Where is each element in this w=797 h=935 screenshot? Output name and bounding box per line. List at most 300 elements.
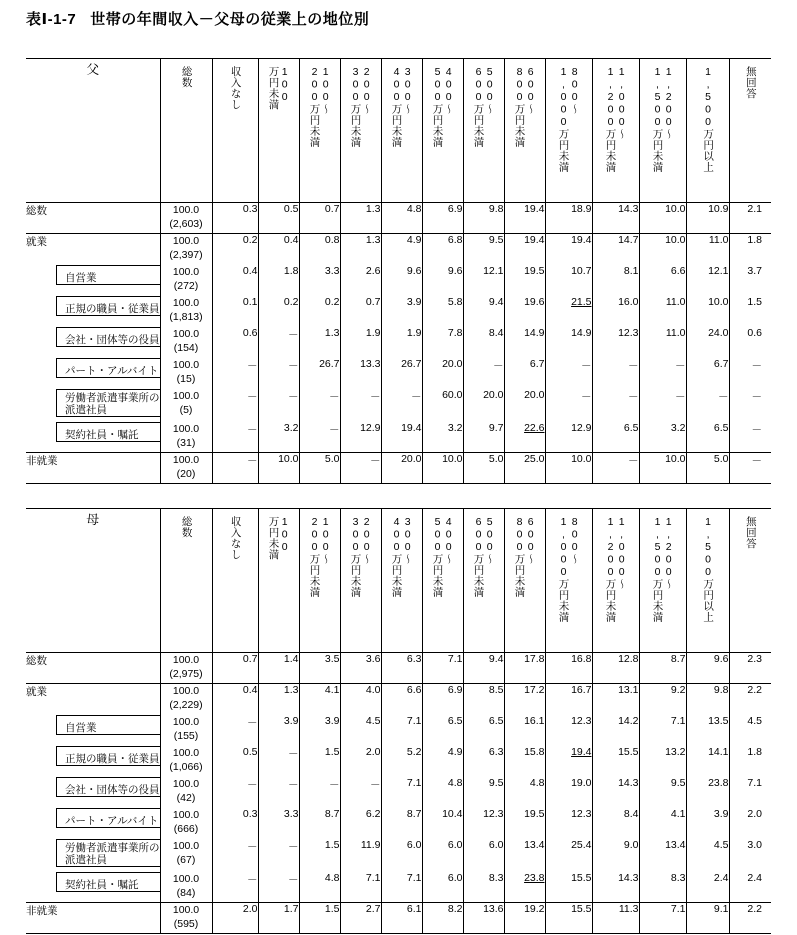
table-row	[26, 777, 771, 808]
column-header-line-primary: 100	[278, 66, 291, 104]
column-header-line-secondary: 1,000万円未満	[557, 516, 570, 623]
cell-value: 3.6	[340, 653, 381, 684]
cell-value: 7.1	[340, 872, 381, 903]
column-header-line-primary: 200～	[360, 516, 373, 565]
column-header-800_1000	[545, 59, 592, 203]
cell-value: 16.0	[592, 296, 639, 327]
cell-value: 7.1	[381, 777, 422, 808]
cell-value: 2.2	[747, 684, 762, 696]
cell-value: －	[592, 358, 639, 389]
column-header-500_600	[463, 59, 504, 203]
cell-value: 1.3	[340, 203, 381, 234]
cell-value: 4.9	[422, 746, 463, 777]
cell-value: 5.2	[381, 746, 422, 777]
column-header-200_300	[340, 509, 381, 653]
table-block-father	[26, 58, 771, 484]
cell-value: 20.0	[504, 389, 545, 422]
table-row	[26, 746, 771, 777]
cell-value: 8.1	[592, 265, 639, 296]
cell-value: 9.4	[463, 296, 504, 327]
cell-value: 1.9	[340, 327, 381, 358]
cell-value: 3.2	[422, 422, 463, 453]
cell-value: 9.8	[463, 203, 504, 234]
cell-value: 15.8	[504, 746, 545, 777]
column-header-line-secondary: 500万円未満	[431, 66, 444, 148]
total-percent: 100.0	[172, 235, 200, 247]
cell-value: －	[545, 389, 592, 422]
cell-total	[160, 234, 212, 265]
cell-value: 20.0	[381, 453, 422, 484]
row-label: 自営業	[56, 265, 160, 285]
cell-value: 14.3	[592, 872, 639, 903]
cell-value: 11.0	[639, 296, 686, 327]
column-header-400_500	[422, 509, 463, 653]
column-header-line-secondary: 1,500万円未満	[651, 516, 664, 623]
column-header-line-primary: 500～	[483, 66, 496, 115]
cell-value: 6.3	[463, 746, 504, 777]
cell-total	[160, 265, 212, 296]
cell-value: －	[212, 358, 258, 389]
cell-value: 3.9	[258, 715, 299, 746]
cell-value: 14.9	[545, 327, 592, 358]
total-count: (155)	[173, 729, 199, 742]
total-count: (2,603)	[169, 218, 203, 231]
total-percent: 100.0	[172, 296, 200, 309]
total-percent: 100.0	[172, 808, 200, 821]
cell-value: 4.5	[340, 715, 381, 746]
cell-value: 14.9	[504, 327, 545, 358]
table-row	[26, 265, 771, 296]
row-label: 契約社員・嘱託	[56, 422, 160, 442]
column-header-1000_1200	[592, 59, 639, 203]
total-percent: 100.0	[172, 389, 200, 402]
column-header-line-secondary: 1,000万円未満	[557, 66, 570, 173]
cell-value: 8.3	[463, 872, 504, 903]
cell-value: －	[381, 389, 422, 422]
cell-value: 2.1	[729, 203, 771, 234]
cell-value: 20.0	[463, 389, 504, 422]
total-count: (15)	[176, 372, 196, 385]
cell-value: 13.6	[463, 903, 504, 934]
cell-value: 6.7	[686, 358, 729, 389]
cell-value: 19.2	[504, 903, 545, 934]
column-header-line-primary: 300～	[401, 516, 414, 565]
cell-value: －	[751, 390, 762, 403]
cell-value: 2.0	[340, 746, 381, 777]
column-header-total	[160, 509, 212, 653]
row-label: 正規の職員・従業員	[56, 296, 160, 316]
column-header-400_500	[422, 59, 463, 203]
cell-value: 16.8	[545, 653, 592, 684]
cell-value: －	[258, 777, 299, 808]
cell-value: 0.6	[747, 326, 762, 339]
stat-table-father	[26, 58, 771, 484]
cell-value: 10.9	[686, 203, 729, 234]
cell-value: 6.6	[381, 684, 422, 715]
column-header-line-secondary: 500万円未満	[431, 516, 444, 598]
column-header-line-primary: 1,000～	[615, 66, 628, 140]
table-row	[26, 327, 771, 358]
cell-value: 4.1	[639, 808, 686, 839]
cell-value: 2.6	[340, 265, 381, 296]
cell-value: －	[299, 389, 340, 422]
column-header-u100	[258, 59, 299, 203]
table-block-mother	[26, 508, 771, 934]
total-count: (154)	[173, 341, 199, 354]
cell-value: 11.9	[340, 839, 381, 872]
table-row	[26, 422, 771, 453]
cell-value: 3.0	[747, 838, 762, 851]
cell-value: 9.6	[422, 265, 463, 296]
cell-value: 7.1	[747, 776, 762, 789]
column-header-line-primary: 総数	[180, 66, 193, 88]
cell-value: 13.3	[340, 358, 381, 389]
cell-value: 3.3	[258, 808, 299, 839]
cell-value: －	[212, 777, 258, 808]
column-header-line-primary: 400～	[442, 66, 455, 115]
cell-value: －	[340, 777, 381, 808]
cell-value: －	[212, 389, 258, 422]
column-header-line-primary: 600～	[524, 66, 537, 115]
row-label: 会社・団体等の役員	[56, 777, 160, 797]
cell-value: 9.0	[592, 839, 639, 872]
cell-value: 9.1	[686, 903, 729, 934]
cell-value: 14.7	[592, 234, 639, 265]
cell-value: 3.9	[381, 296, 422, 327]
cell-value: 2.0	[212, 903, 258, 934]
cell-value	[504, 422, 545, 453]
cell-value: 0.2	[212, 234, 258, 265]
column-header-line-primary: 800～	[568, 516, 581, 565]
cell-value-highlighted: 21.5	[571, 295, 592, 308]
cell-value: 19.4	[504, 234, 545, 265]
cell-value: 8.7	[381, 808, 422, 839]
column-header-line-primary: 収入なし	[229, 66, 242, 110]
row-label: パート・アルバイト	[56, 808, 160, 828]
cell-value: 3.2	[258, 422, 299, 453]
column-header-200_300	[340, 59, 381, 203]
column-header-line-secondary: 400万円未満	[390, 516, 403, 598]
cell-value: 14.2	[592, 715, 639, 746]
column-header-line-secondary: 1,200万円未満	[604, 66, 617, 173]
cell-value: 10.0	[422, 453, 463, 484]
cell-value: 6.5	[592, 422, 639, 453]
cell-value-highlighted: 19.4	[571, 745, 592, 758]
total-count: (2,229)	[169, 699, 203, 712]
header-row	[26, 509, 771, 653]
total-percent: 100.0	[172, 872, 200, 885]
column-header-line-primary: 100	[278, 516, 291, 554]
column-header-u100	[258, 509, 299, 653]
cell-value: 0.4	[212, 265, 258, 296]
cell-value: 8.5	[463, 684, 504, 715]
total-percent: 100.0	[172, 777, 200, 790]
cell-value: 10.0	[639, 453, 686, 484]
row-label: 正規の職員・従業員	[56, 746, 160, 766]
cell-value: 14.1	[686, 746, 729, 777]
cell-value: －	[340, 453, 381, 484]
cell-value: 0.4	[258, 234, 299, 265]
cell-value: 4.8	[422, 777, 463, 808]
table-row	[26, 903, 771, 934]
cell-value: 4.8	[299, 872, 340, 903]
cell-value: 19.4	[381, 422, 422, 453]
cell-total	[160, 808, 212, 839]
cell-value: 8.4	[463, 327, 504, 358]
cell-total	[160, 358, 212, 389]
total-count: (20)	[176, 468, 196, 481]
cell-value: －	[212, 839, 258, 872]
cell-value: 7.1	[422, 653, 463, 684]
total-percent: 100.0	[172, 358, 200, 371]
cell-value-highlighted: 23.8	[524, 871, 545, 884]
cell-value: 12.3	[545, 715, 592, 746]
cell-value: 7.1	[381, 715, 422, 746]
cell-value: 1.3	[340, 234, 381, 265]
cell-value: 24.0	[686, 327, 729, 358]
cell-value: －	[258, 327, 299, 358]
cell-value: 60.0	[422, 389, 463, 422]
cell-value: 4.5	[686, 839, 729, 872]
column-header-o1500	[686, 509, 729, 653]
cell-value: 11.0	[639, 327, 686, 358]
header-row	[26, 59, 771, 203]
cell-value: 6.9	[422, 203, 463, 234]
row-label-cell	[26, 265, 160, 296]
cell-value: 12.1	[463, 265, 504, 296]
column-header-line-primary: 1,200～	[662, 516, 675, 590]
row-label: パート・アルバイト	[56, 358, 160, 378]
column-header-line-primary: 400～	[442, 516, 455, 565]
column-header-none	[212, 59, 258, 203]
row-label: 労働者派遣事業所の派遣社員	[56, 389, 160, 417]
cell-total	[160, 777, 212, 808]
cell-value: 8.4	[592, 808, 639, 839]
cell-value: 1.3	[299, 327, 340, 358]
cell-value: 6.7	[504, 358, 545, 389]
row-label: 自営業	[56, 715, 160, 735]
cell-value: 13.5	[686, 715, 729, 746]
table-row	[26, 453, 771, 484]
cell-value: 6.2	[340, 808, 381, 839]
column-header-line-primary: 800～	[568, 66, 581, 115]
total-count: (595)	[173, 918, 199, 931]
cell-value: 6.1	[381, 903, 422, 934]
column-header-1200_1500	[639, 509, 686, 653]
row-label-cell	[26, 715, 160, 746]
column-header-o1500	[686, 59, 729, 203]
cell-value: －	[258, 389, 299, 422]
column-header-line-secondary: 200万円未満	[308, 516, 321, 598]
cell-value	[545, 296, 592, 327]
column-header-line-secondary: 800万円未満	[513, 66, 526, 148]
cell-value: 14.3	[592, 777, 639, 808]
cell-value: 4.9	[381, 234, 422, 265]
cell-value: 8.2	[422, 903, 463, 934]
cell-value: 6.5	[422, 715, 463, 746]
row-label-cell	[26, 453, 160, 484]
page-title	[26, 8, 369, 29]
cell-value: －	[212, 872, 258, 903]
cell-value: 6.9	[422, 684, 463, 715]
cell-value: 5.8	[422, 296, 463, 327]
cell-value: 9.8	[686, 684, 729, 715]
cell-value: －	[212, 422, 258, 453]
total-percent: 100.0	[172, 715, 200, 728]
row-label: 非就業	[26, 905, 58, 917]
column-header-800_1000	[545, 509, 592, 653]
cell-value: 0.1	[212, 296, 258, 327]
cell-value: 1.8	[747, 745, 762, 758]
row-label-cell	[26, 777, 160, 808]
cell-value: 25.4	[545, 839, 592, 872]
column-header-line-primary: 1,500万円以上	[702, 516, 715, 623]
cell-value: 4.0	[340, 684, 381, 715]
cell-value: 5.0	[299, 453, 340, 484]
cell-value: －	[258, 872, 299, 903]
column-header-line-primary: 1,200～	[662, 66, 675, 140]
column-header-100_200	[299, 509, 340, 653]
column-header-line-primary: 無回答	[744, 516, 757, 549]
table-row	[26, 808, 771, 839]
total-count: (272)	[173, 279, 199, 292]
cell-value: 1.8	[747, 234, 762, 246]
total-count: (31)	[176, 436, 196, 449]
cell-value: 10.0	[686, 296, 729, 327]
cell-value: －	[463, 358, 504, 389]
row-label-cell	[26, 327, 160, 358]
cell-value: 0.4	[212, 684, 258, 715]
column-header-1000_1200	[592, 509, 639, 653]
column-header-line-primary: 無回答	[744, 66, 757, 99]
table-row	[26, 358, 771, 389]
total-percent: 100.0	[172, 454, 200, 466]
cell-value: 12.8	[592, 653, 639, 684]
cell-value: 12.3	[592, 327, 639, 358]
cell-value: 2.4	[686, 872, 729, 903]
cell-value: 4.1	[299, 684, 340, 715]
column-header-line-secondary: 300万円未満	[349, 516, 362, 598]
row-label-cell	[26, 839, 160, 872]
column-header-500_600	[463, 509, 504, 653]
cell-value: 0.7	[299, 203, 340, 234]
table-number: 表Ⅰ-1-7	[26, 11, 77, 28]
table-row	[26, 684, 771, 715]
cell-value: 7.1	[381, 872, 422, 903]
cell-value: 3.5	[299, 653, 340, 684]
cell-value: 6.6	[639, 265, 686, 296]
cell-value: 26.7	[381, 358, 422, 389]
total-count: (1,066)	[169, 760, 203, 773]
column-header-600_800	[504, 59, 545, 203]
cell-value: 20.0	[422, 358, 463, 389]
cell-value: 15.5	[592, 746, 639, 777]
total-percent: 100.0	[172, 204, 200, 216]
total-percent: 100.0	[172, 685, 200, 697]
cell-value: 4.8	[381, 203, 422, 234]
cell-value: 9.4	[463, 653, 504, 684]
cell-value: 6.0	[463, 839, 504, 872]
cell-value: 0.8	[299, 234, 340, 265]
cell-value: 7.1	[639, 715, 686, 746]
cell-value: 9.2	[639, 684, 686, 715]
row-label: 就業	[26, 236, 47, 248]
total-percent: 100.0	[172, 654, 200, 666]
total-percent: 100.0	[172, 839, 200, 852]
cell-value: 19.5	[504, 808, 545, 839]
cell-value: －	[729, 422, 771, 453]
cell-value: 6.5	[686, 422, 729, 453]
cell-value: 4.8	[504, 777, 545, 808]
row-label: 非就業	[26, 455, 58, 467]
column-header-line-secondary: 600万円未満	[472, 516, 485, 598]
cell-value: 13.1	[592, 684, 639, 715]
total-count: (67)	[176, 853, 196, 866]
column-header-line-primary: 収入なし	[229, 516, 242, 560]
cell-value: 16.1	[504, 715, 545, 746]
total-percent: 100.0	[172, 904, 200, 916]
cell-value: 0.7	[212, 653, 258, 684]
row-label: 労働者派遣事業所の派遣社員	[56, 839, 160, 867]
row-label: 会社・団体等の役員	[56, 327, 160, 347]
cell-value: 0.7	[340, 296, 381, 327]
cell-value: 9.6	[381, 265, 422, 296]
cell-value: 17.8	[504, 653, 545, 684]
cell-value: 5.0	[686, 453, 729, 484]
cell-value: 19.6	[504, 296, 545, 327]
cell-value: 1.5	[299, 903, 340, 934]
cell-total	[160, 203, 212, 234]
column-header-line-primary: 総数	[180, 516, 193, 538]
table-row	[26, 234, 771, 265]
row-label-cell	[26, 653, 160, 684]
cell-value: 7.1	[639, 903, 686, 934]
cell-value	[545, 746, 592, 777]
cell-value: 3.2	[639, 422, 686, 453]
cell-value: 6.0	[422, 839, 463, 872]
cell-total	[160, 746, 212, 777]
total-percent: 100.0	[172, 746, 200, 759]
column-header-line-secondary: 万円未満	[267, 516, 280, 560]
cell-value: 15.5	[545, 872, 592, 903]
cell-value: 1.5	[299, 746, 340, 777]
cell-value: 0.2	[258, 296, 299, 327]
cell-value: 3.7	[747, 264, 762, 277]
cell-value: －	[686, 389, 729, 422]
cell-value: 12.9	[545, 422, 592, 453]
total-percent: 100.0	[172, 327, 200, 340]
cell-value: 9.6	[686, 653, 729, 684]
cell-total	[160, 389, 212, 422]
total-count: (5)	[179, 403, 193, 416]
row-label-cell	[26, 234, 160, 265]
cell-value: 6.0	[422, 872, 463, 903]
cell-value: －	[639, 358, 686, 389]
cell-total	[160, 839, 212, 872]
column-header-line-secondary: 万円未満	[267, 66, 280, 110]
cell-value: 23.8	[686, 777, 729, 808]
cell-value: 19.4	[545, 234, 592, 265]
column-header-line-secondary: 600万円未満	[472, 66, 485, 148]
cell-value: 1.9	[381, 327, 422, 358]
cell-value: 10.4	[422, 808, 463, 839]
column-header-300_400	[381, 59, 422, 203]
column-header-line-primary: 100～	[319, 516, 332, 565]
row-label-cell	[26, 808, 160, 839]
column-header-none	[212, 509, 258, 653]
cell-value: 13.2	[639, 746, 686, 777]
cell-value: 5.0	[463, 453, 504, 484]
